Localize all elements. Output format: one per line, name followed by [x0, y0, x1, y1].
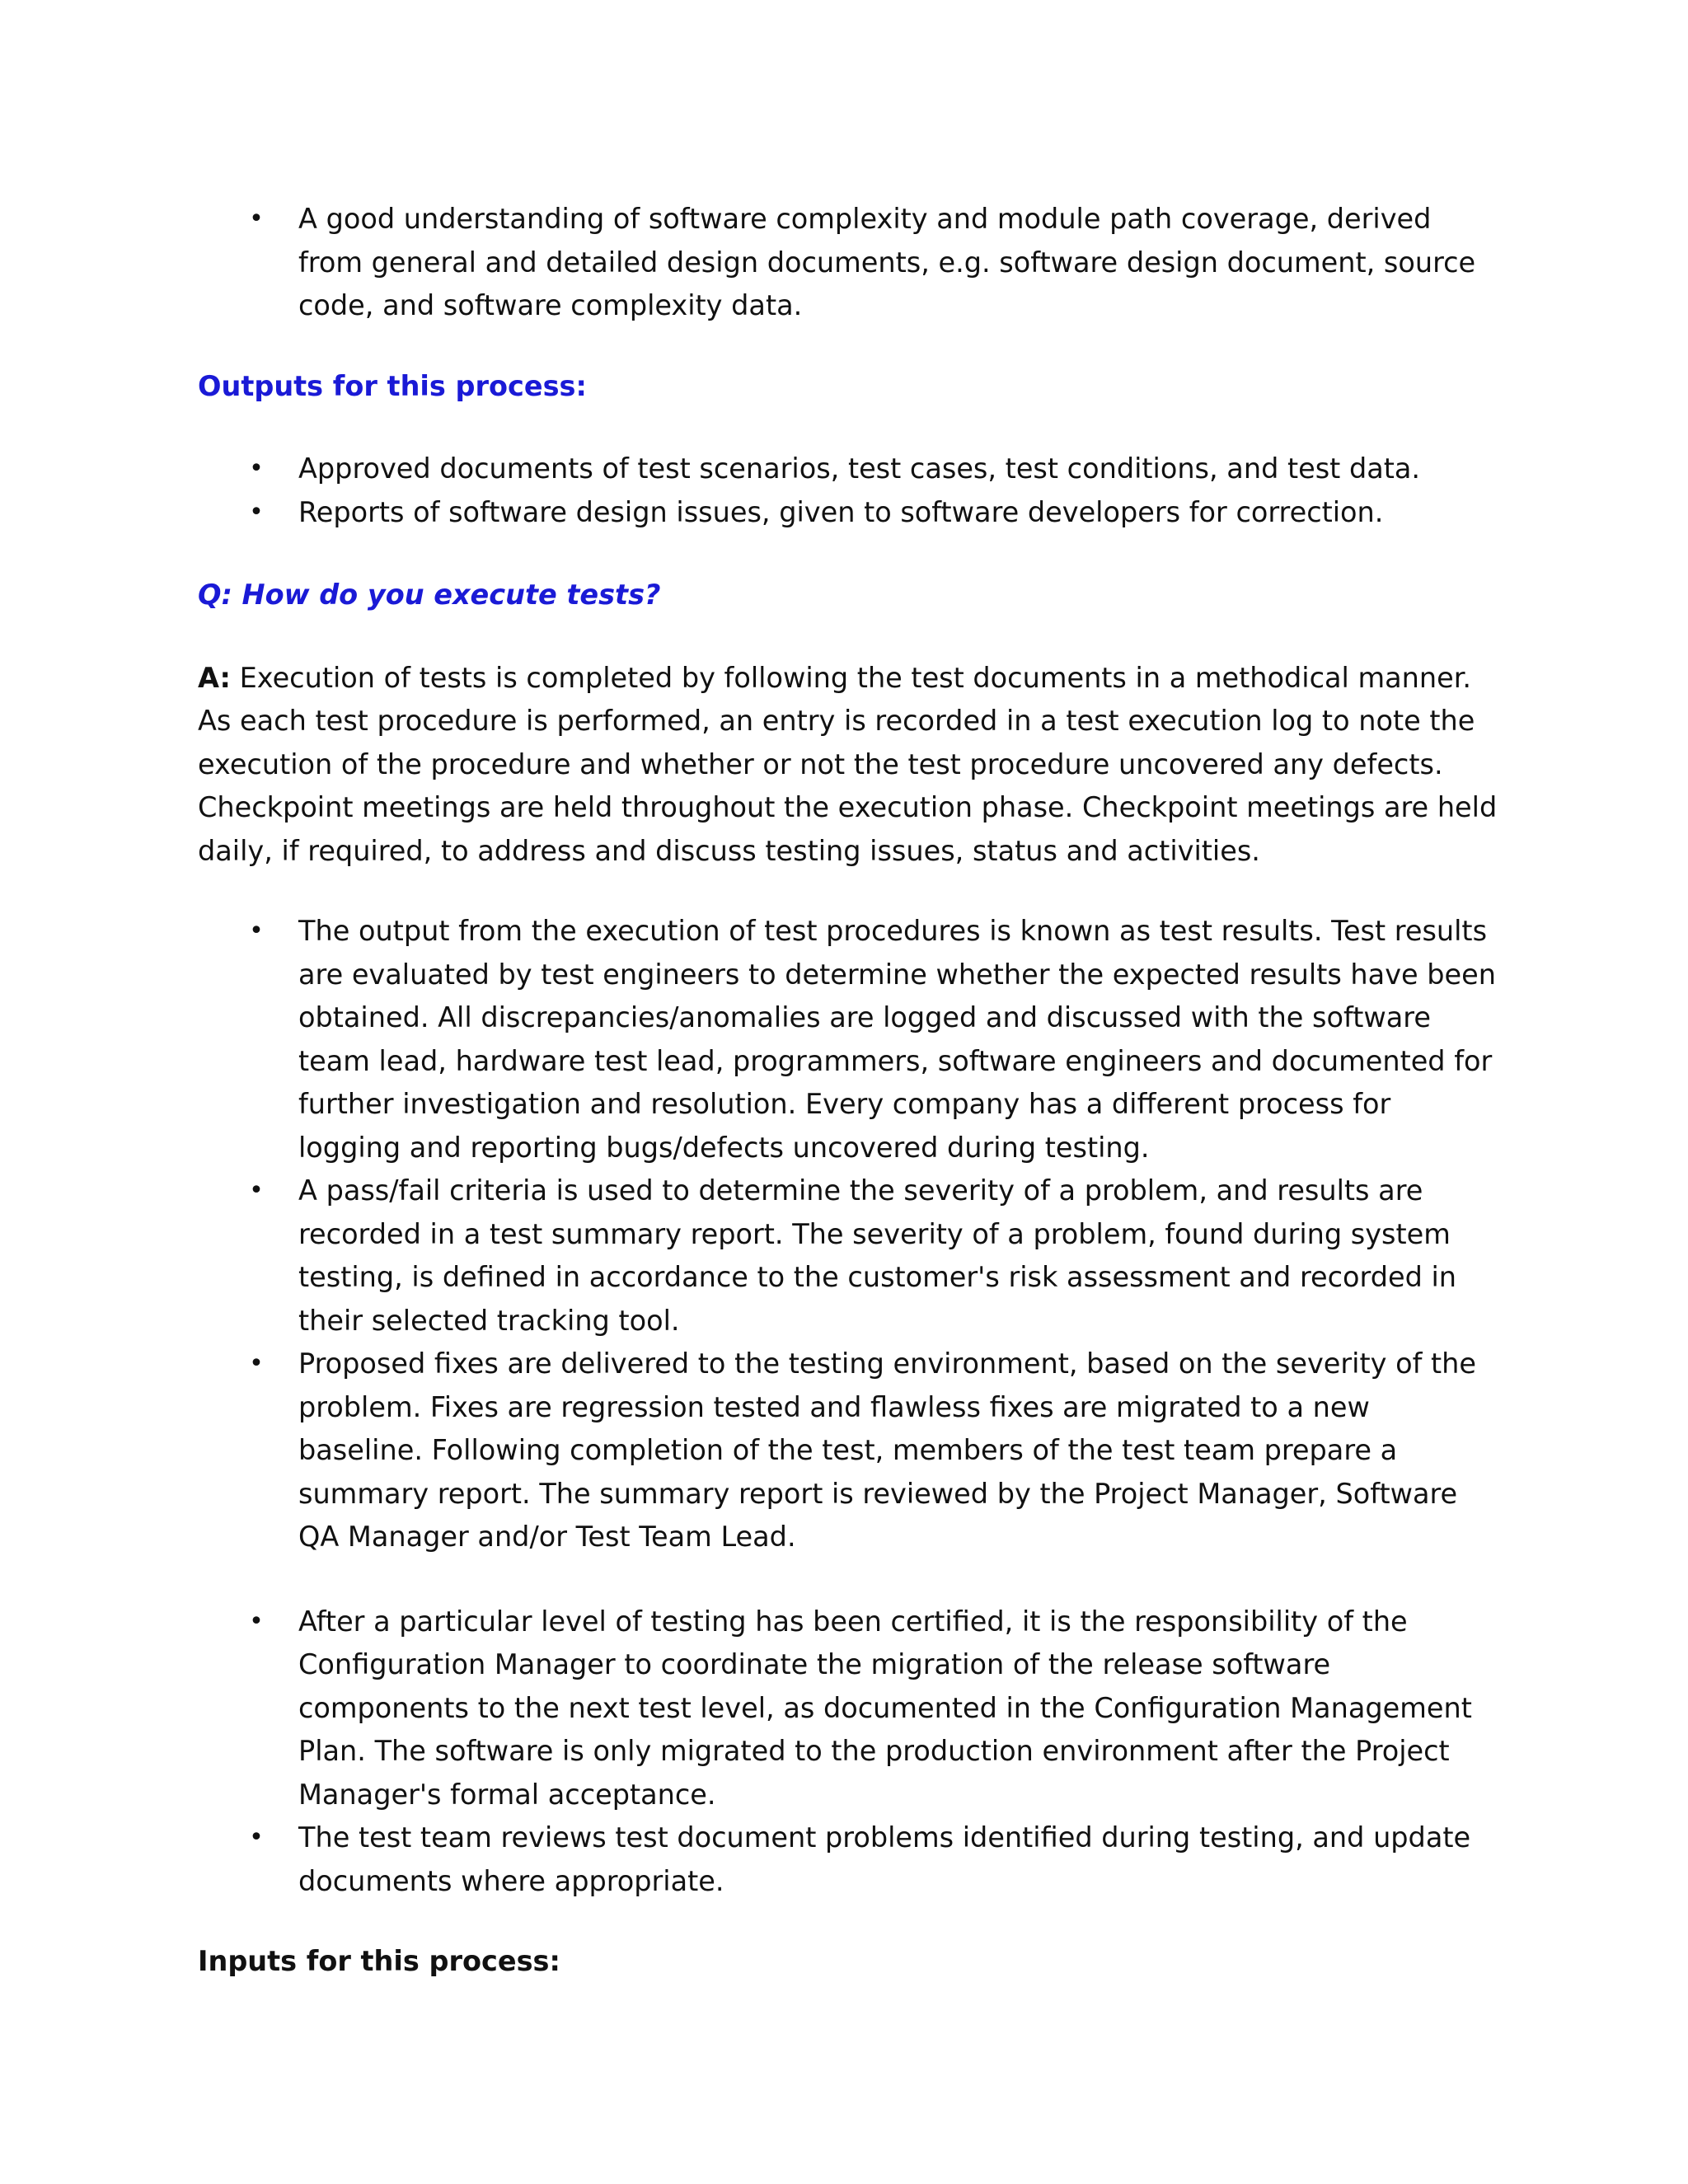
question-heading: Q: How do you execute tests? [198, 579, 661, 611]
list-item [198, 491, 1500, 535]
bullet-icon: • [249, 1349, 264, 1378]
bullet-icon: • [249, 916, 264, 945]
list-item-text: After a particular level of testing has been certified, it is the responsibility of the Configuration Manager to coordinate the migration of the release software components to the next test level, as documented in the Configuration Management Plan. The software is only migrated to the production environment after the Project Manager's formal acceptance. [298, 1605, 1472, 1811]
list-item [198, 1169, 1500, 1343]
inputs-heading: Inputs for this process: [198, 1945, 560, 1977]
bullet-icon: • [249, 204, 264, 233]
top-bullet-list [198, 198, 1500, 328]
list-item [198, 448, 1500, 491]
list-item [198, 1816, 1500, 1903]
list-item [198, 198, 1500, 328]
list-item [198, 1601, 1500, 1817]
list-item-text: A pass/fail criteria is used to determine the severity of a problem, and results are recorded in a test summary report. The severity of a problem, found during system testing, is defined in accordance to the customer's risk assessment and recorded in their selected tracking tool. [298, 1174, 1457, 1337]
list-item-text: Reports of software design issues, given to software developers for correction. [298, 495, 1384, 528]
bullet-icon: • [249, 497, 264, 527]
list-item-text: The test team reviews test document problems identified during testing, and update documents where appropriate. [298, 1821, 1471, 1897]
bullet-icon: • [249, 1176, 264, 1205]
list-item-text: Proposed fixes are delivered to the testing environment, based on the severity of the problem. Fixes are regression tested and flawless fixes are migrated to a new baseline. Following completion of the test, members of the test team prepare a summary report. The summary report is reviewed by the Project Manager, Software QA Manager and/or Test Team Lead. [298, 1347, 1477, 1553]
list-item [198, 910, 1500, 1169]
answer-text: Execution of tests is completed by following the test documents in a methodical manner. As each test procedure is performed, an entry is recorded in a test execution log to note the execution of the procedure and whether or not the test procedure uncovered any defects. Checkpoint meetings are held throughout the execution phase. Checkpoint meetings are held daily, if required, to address and discuss testing issues, status and activities. [198, 661, 1498, 867]
answer-paragraph [198, 657, 1498, 874]
list-item-text: Approved documents of test scenarios, test cases, test conditions, and test data. [298, 452, 1421, 485]
bullet-icon: • [249, 1823, 264, 1852]
list-item-text: The output from the execution of test procedures is known as test results. Test results are evaluated by test engineers to determine whether the expected results have been obtained. All discrepancies/anomalies are logged and discussed with the software team lead, hardware test lead, programmers, software engineers and documented for further investigation and resolution. Every company has a different process for logging and reporting bugs/defects uncovered during testing. [298, 915, 1496, 1164]
answer-bullet-list-2 [198, 1601, 1500, 1904]
outputs-heading: Outputs for this process: [198, 369, 587, 402]
answer-label: A: [198, 661, 231, 694]
list-item [198, 1343, 1500, 1559]
document-page [198, 198, 1500, 1984]
answer-bullet-list-1 [198, 910, 1500, 1559]
bullet-icon: • [249, 1606, 264, 1636]
list-item-text: A good understanding of software complexity and module path coverage, derived from general and detailed design documents, e.g. software design document, source code, and software complexity data. [298, 203, 1476, 321]
bullet-icon: • [249, 454, 264, 483]
outputs-bullet-list [198, 448, 1500, 534]
